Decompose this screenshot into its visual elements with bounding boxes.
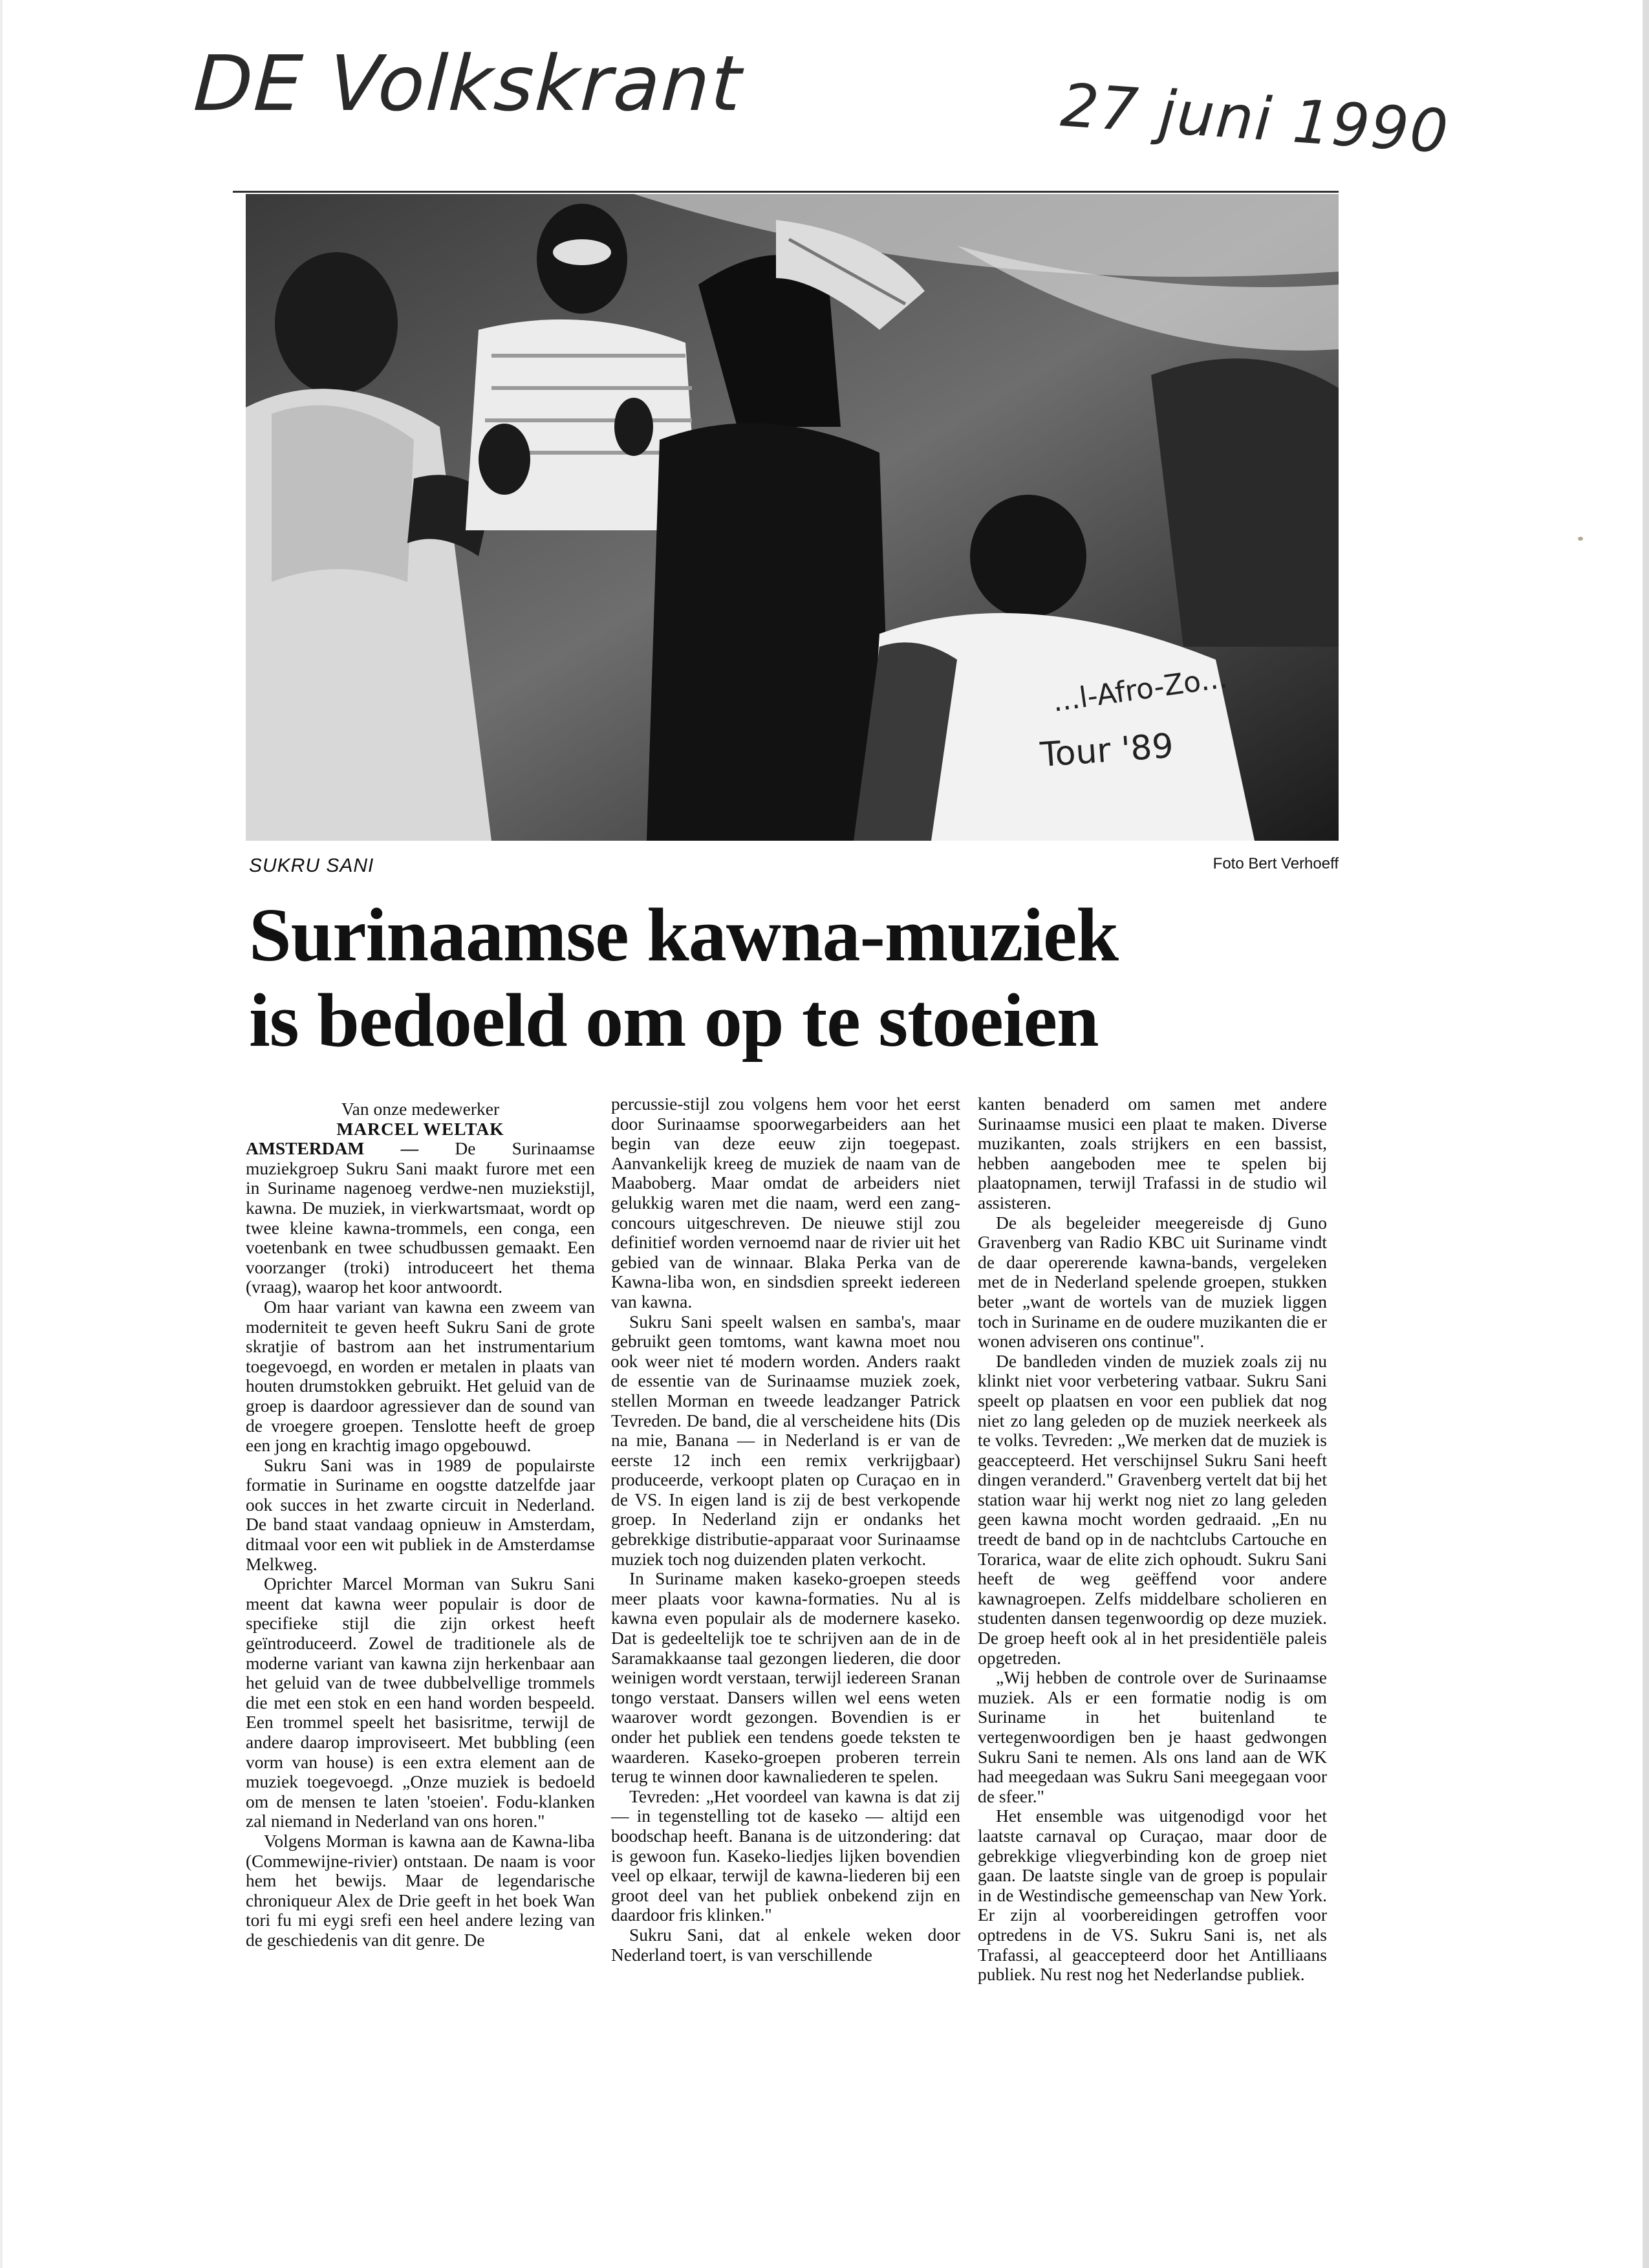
band-photo [246,194,1339,841]
handwritten-newspaper-name: DE Volkskrant [191,39,745,128]
scan-edge-right [1643,0,1649,2268]
handwritten-date: 27 juni 1990 [1059,70,1452,167]
paragraph-2: Om haar variant van kawna een zweem van moderniteit te geven heeft Sukru Sani de grote skratjie of bastrom aan het instrumentarium toegevoegd, en worden er metalen in plaats van houten drumstokken gebruikt. Het geluid van de groep is daardoor agressiever dan de sound van de vroegere groepen. Tenslotte heeft de groep een jong en krachtig imago opgebouwd. [246,1296,595,1456]
photo-credit: Foto Bert Verhoeff [1212,855,1339,872]
paragraph-10: Sukru Sani, dat al enkele weken door Nederland toert, is van verschillende [611,1924,960,1965]
paragraph-3: Sukru Sani was in 1989 de populairste formatie in Suriname en oogstte datzelfde jaar ook succes in het zwarte circuit in Nederland. De band staat vandaag opnieuw in Amsterdam, ditmaal voor een wit publiek in de Amsterdamse Melkweg. [246,1454,595,1574]
byline-intro: Van onze medewerker [341,1099,500,1119]
paragraph-6: percussie-stijl zou volgens hem voor het eerst door Surinaamse spoorwegarbeiders aan het begin van deze eeuw zijn toegepast. Aanvankelijk kreeg de muziek de naam van de Maaboberg. Maar omdat de arbeiders niet gelukkig waren met die naam, werd een zang-concours uitgeschreven. De nieuwe stijl zou definitief worden vernoemd naar de rivier uit het gebied van de winnaar. Blaka Perka van de Kawna-liba won, en sindsdien spreekt iedereen van kawna. [611,1094,960,1312]
shirt-print-text: ...l-Afro-Zo... [1050,661,1229,718]
scan-edge-left [0,0,3,2268]
paragraph-12: De als begeleider meegereisde dj Guno Gravenberg van Radio KBC uit Suriname vindt de daar opererende kawna-bands, vergeleken met de in Nederland spelende groepen, stukken beter „want de wortels van de muziek liggen toch in Suriname en de oudere muzikanten die er wonen adviseren ons continue". [978,1212,1327,1352]
headline-line-2: is bedoeld om op te stoeien [249,978,1099,1063]
dateline: AMSTERDAM — [246,1138,455,1159]
article-column-2 [611,1094,960,1965]
paragraph-5: Volgens Morman is kawna aan de Kawna-liba (Commewijne-rivier) ontstaan. De naam is voor hem het bewijs. Maar de legendarische chroniqueur Alex de Drie geeft in het boek Wan tori fu mi eygi srefi een heel andere lezing van de geschiedenis van dit genre. De [246,1830,595,1950]
headline-line-1: Surinaamse kawna-muziek [249,892,1118,977]
paragraph-9: Tevreden: „Het voordeel van kawna is dat zij — in tegenstelling tot de kaseko — altijd een boodschap heeft. Banana is de uitzondering: dat is gewoon fun. Kaseko-liedjes lijken bovendien veel op elkaar, terwijl de kawna-liederen bij een groot deel van het publiek onbekend zijn en daardoor fris klinken." [611,1786,960,1925]
photo-caption: SUKRU SANI [249,855,374,876]
paragraph-7: Sukru Sani speelt walsen en samba's, maar gebruikt geen tomtoms, want kawna moet nou ook weer niet té modern worden. Anders raakt de essentie van de Surinaamse muziek zoek, stellen Morman en tweede leadzanger Patrick Tevreden. De band, die al verscheidene hits (Dis na mie, Banana — in Nederland is er van de eerste 12 inch een remix verkrijgbaar) produceerde, verkoopt platen op Curaçao en in de VS. In eigen land is zij de best verkopende groep. In Nederland zijn er ondanks het gebrekkige distributie-apparaat voor Surinaamse muziek toch nog duizenden platen verkocht. [611,1311,960,1569]
article-column-3 [978,1094,1327,1985]
paragraph-11: kanten benaderd om samen met andere Surinaamse musici een plaat te maken. Diverse muzikanten, zoals strijkers en een bassist, hebben aangeboden mee te spelen bij plaatopnamen, terwijl Trafassi in de studio wil assisteren. [978,1094,1327,1213]
shirt-tour-text: Tour '89 [1039,726,1175,775]
paragraph-15: Het ensemble was uitgenodigd voor het laatste carnaval op Curaçao, maar door de gebrekkige vliegverbinding kon de groep niet gaan. De laatste single van de groep is populair in de Westindische gemeenschap van New York. Er zijn al voorbereidingen getroffen voor optredens in de VS. Sukru Sani is, net als Trafassi, al geaccepteerd door het Antilliaans publiek. Nu rest nog het Nederlandse publiek. [978,1806,1327,1985]
clipping-top-edge [233,191,1339,193]
paragraph-4: Oprichter Marcel Morman van Sukru Sani meent dat kawna weer populair is door de specifieke stijl die zijn orkest heeft geïntroduceerd. Zowel de traditionele als de moderne variant van kawna zijn herkenbaar aan het geluid van de twee dubbelvellige trommels die met een stok en een hand worden bespeeld. Een trommel speelt het basisritme, terwijl de andere daarop improviseert. Met bubbling (een vorm van house) is een extra element aan de muziek toegevoegd. „Onze muziek is bedoeld om de mensen te laten 'stoeien'. Fodu-klanken zal niemand in Nederland van ons horen." [246,1573,595,1831]
paragraph-1-text: De Surinaamse muziekgroep Sukru Sani maakt furore met een in Suriname nagenoeg verdwe-nen muziekstijl, kawna. De muziek, in vierkwartsmaat, wordt op twee kleine kawna-trommels, een conga, een voetenbank en twee schudbussen gemaakt. Een voorzanger (troki) introduceert het thema (vraag), waarop het koor antwoordt. [246,1138,595,1297]
paragraph-14: „Wij hebben de controle over de Surinaamse muziek. Als er een formatie nodig is om Suriname in het buitenland te vertegenwoordigen ben je haast gedwongen Sukru Sani te nemen. Als ons land aan de WK had meegedaan was Sukru Sani meegegaan voor de sfeer." [978,1667,1327,1806]
article-column-1 [246,1099,595,1950]
headline [249,892,1348,1063]
paragraph-1 [246,1139,595,1297]
paragraph-13: De bandleden vinden de muziek zoals zij nu klinkt niet voor verbetering vatbaar. Sukru Sani speelt op plaatsen en voor een publiek dat nog niet zo lang geleden op de muziek neerkeek als te volks. Tevreden: „We merken dat de muziek is geaccepteerd. Het verschijnsel Sukru Sani heeft dingen veranderd." Gravenberg vertelt dat bij het station waar hij werkt nog niet zo lang geleden geen kawna mocht worden gedraaid. „En nu treedt de band op in de nachtclubs Cartouche en Torarica, waar de elite zich ophoudt. Sukru Sani heeft de weg geëffend voor andere kawnagroepen. Zelfs middelbare scholieren en studenten dansen tegenwoordig op deze muziek. De groep heeft ook al in het presidentiële paleis opgetreden. [978,1350,1327,1668]
paper-speck [1578,537,1583,541]
paragraph-8: In Suriname maken kaseko-groepen steeds meer plaats voor kawna-formaties. Nu al is kawna even populair als de modernere kaseko. Dat is gedeeltelijk toe te schrijven aan de in de Saramakkaanse taal gezongen liederen, die door weinigen wordt verstaan, terwijl iedereen Sranan tongo verstaat. Dansers willen wel eens weten waarover wordt gezongen. Bovendien is er onder het publiek een tendens goede teksten te waarderen. Kaseko-groepen proberen terrein terug te winnen door kawnaliederen te spelen. [611,1568,960,1787]
byline-author: MARCEL WELTAK [336,1118,504,1139]
